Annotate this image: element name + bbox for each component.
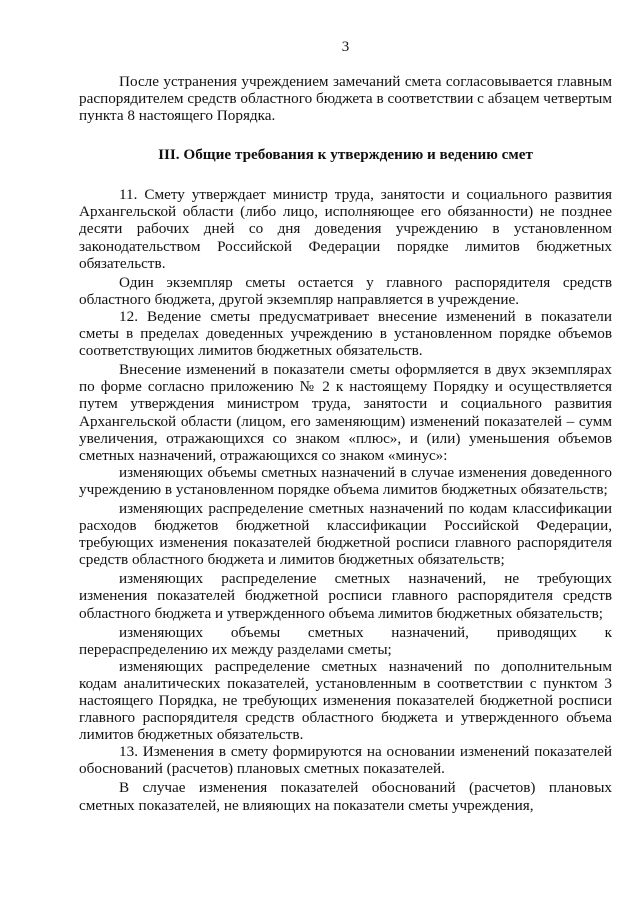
list-item-distribution-by-codes: изменяющих распределение сметных назначений по кодам классификации расходов бюджетов бюджетной классификации Российской Федерации, требующих изменения показателей бюджетной росписи главного распорядителя средств областного бюджета и лимитов бюджетных обязательств; — [79, 499, 612, 569]
list-item-redistribution-sections: изменяющих объемы сметных назначений, приводящих к перераспределению их между разделами сметы; — [79, 623, 612, 658]
paragraph-changes-procedure: Внесение изменений в показатели сметы оформляется в двух экземплярах по форме согласно приложению № 2 к настоящему Порядку и осуществляется путем утверждения министром труда, занятости и социального развития Архангельской области (лицом, его заменяющим) изменений показателей – сумм увеличения, отражающихся со знаком «плюс», и (или) уменьшения объемов сметных назначений, отражающихся со знаком «минус»: — [79, 361, 612, 464]
page-number: 3 — [341, 39, 350, 55]
paragraph-13: 13. Изменения в смету формируются на основании изменений показателей обоснований (расчетов) плановых сметных показателей. — [79, 743, 612, 778]
paragraph-12: 12. Ведение сметы предусматривает внесение изменений в показатели сметы в пределах доведенных учреждению в установленном порядке объемов соответствующих лимитов бюджетных обязательств. — [79, 307, 612, 360]
paragraph-justification-changes: В случае изменения показателей обоснований (расчетов) плановых сметных показателей, не влияющих на показатели сметы учреждения, — [79, 779, 612, 814]
paragraph-11: 11. Смету утверждает министр труда, занятости и социального развития Архангельской области (либо лицо, исполняющее его обязанности) не позднее десяти рабочих дней со дня доведения учреждению в установленном законодательством Российской Федерации порядке лимитов бюджетных обязательств. — [79, 186, 612, 272]
list-item-distribution-not-requiring: изменяющих распределение сметных назначений, не требующих изменения показателей бюджетной росписи главного распорядителя средств областного бюджета и утвержденного объема лимитов бюджетных обязательств; — [79, 570, 612, 622]
paragraph-copy-distribution: Один экземпляр сметы остается у главного распорядителя средств областного бюджета, другой экземпляр направляется в учреждение. — [79, 273, 612, 308]
document-page — [79, 38, 612, 814]
list-item-additional-codes: изменяющих распределение сметных назначений по дополнительным кодам аналитических показателей, установленным в соответствии с пунктом 3 настоящего Порядка, не требующих изменения показателей бюджетной росписи главного распорядителя средств областного бюджета и утвержденного объема лимитов бюджетных обязательств. — [79, 657, 612, 744]
list-item-volume-changes: изменяющих объемы сметных назначений в случае изменения доведенного учреждению в установленном порядке объема лимитов бюджетных обязательств; — [79, 463, 612, 498]
section-heading: III. Общие требования к утверждению и ведению смет — [158, 146, 533, 164]
paragraph-approval-after-corrections: После устранения учреждением замечаний смета согласовывается главным распорядителем средств областного бюджета в соответствии с абзацем четвертым пункта 8 настоящего Порядка. — [79, 73, 612, 125]
